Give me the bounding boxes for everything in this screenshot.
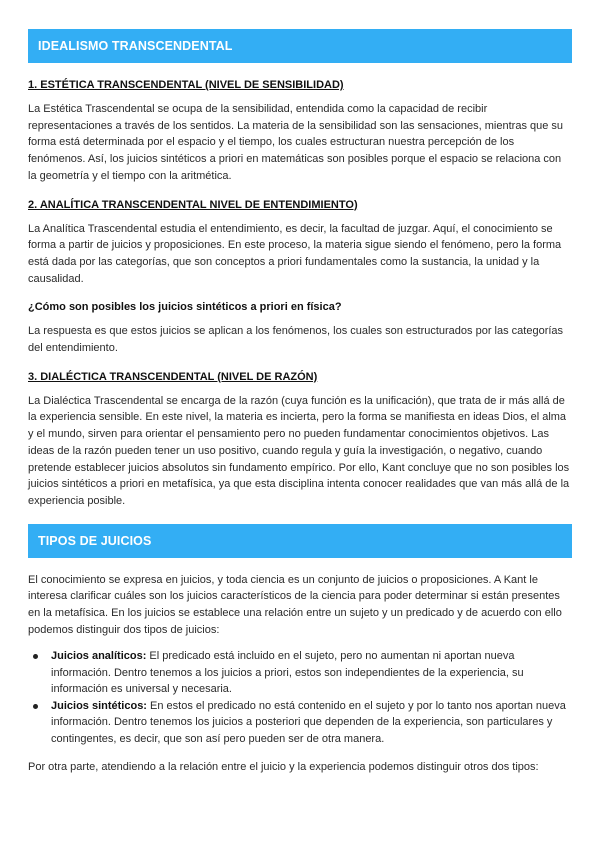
bullet-icon bbox=[33, 654, 38, 659]
section-banner-tipos: TIPOS DE JUICIOS bbox=[28, 524, 572, 558]
heading-analitica: 2. ANALÍTICA TRANSCENDENTAL NIVEL DE ENTENDIMIENTO) bbox=[28, 198, 358, 211]
heading-question-fisica: ¿Cómo son posibles los juicios sintéticos a priori en física? bbox=[28, 301, 342, 314]
list-item bbox=[28, 698, 572, 747]
list-item-term: Juicios analíticos: bbox=[51, 650, 147, 663]
juicios-list bbox=[28, 648, 572, 746]
section-banner-idealismo: IDEALISMO TRANSCENDENTAL bbox=[28, 29, 572, 63]
list-item-text: El predicado está incluido en el sujeto, pero no aumentan ni aportan nueva información. Dentro tenemos a los juicios a priori, estos son independientes de la experiencia, su información es universal y necesaria. bbox=[51, 650, 524, 696]
list-item bbox=[28, 648, 572, 697]
list-item-term: Juicios sintéticos: bbox=[51, 699, 147, 712]
paragraph-closing: Por otra parte, atendiendo a la relación entre el juicio y la experiencia podemos distinguir otros dos tipos: bbox=[28, 760, 539, 773]
bullet-icon bbox=[33, 704, 38, 709]
paragraph-tipos-intro: El conocimiento se expresa en juicios, y toda ciencia es un conjunto de juicios o proposiciones. A Kant le interesa clarificar cuáles son los juicios característicos de la ciencia para poder determinar si están presentes en la metafísica. En los juicios se establece una relación entre un sujeto y un predicado y de acuerdo con ello podemos distinguir dos tipos de juicios: bbox=[28, 573, 562, 636]
paragraph-answer-fisica: La respuesta es que estos juicios se aplican a los fenómenos, los cuales son estructurados por las categorías del entendimiento. bbox=[28, 325, 564, 355]
paragraph-analitica: La Analítica Trascendental estudia el entendimiento, es decir, la facultad de juzgar. Aquí, el conocimiento se forma a partir de juicios y proposiciones. En este proceso, la materia sigue siendo el fenómeno, pero la forma está dada por las categorías, que son conceptos a priori fundamentales como la sustancia, la unidad y la causalidad. bbox=[28, 222, 562, 285]
document-page bbox=[28, 29, 572, 776]
paragraph-estetica: La Estética Trascendental se ocupa de la sensibilidad, entendida como la capacidad de recibir representaciones a través de los sentidos. La materia de la sensibilidad son las sensaciones, mientras que su forma está determinada por el espacio y el tiempo, los cuales estructuran nuestra percepción de los fenómenos. Así, los juicios sintéticos a priori en matemáticas son posibles porque el espacio se relaciona con la geometría y el tiempo con la aritmética. bbox=[28, 103, 564, 182]
heading-estetica: 1. ESTÉTICA TRANSCENDENTAL (NIVEL DE SENSIBILIDAD) bbox=[28, 79, 344, 91]
paragraph-dialectica: La Dialéctica Trascendental se encarga de la razón (cuya función es la unificación), que trata de ir más allá de la experiencia sensible. En este nivel, la materia es incierta, pero la forma se manifiesta en ideas Dios, el alma y el mundo, sirven para orientar el pensamiento pero no pueden fundamentar conocimientos objetivos. Las ideas de la razón pueden tener un uso positivo, cuando regula y guía la investigación, o negativo, cuando pretende establecer juicios absolutos sin fundamento empírico. Por ello, Kant concluye que no son posibles los juicios sintéticos a priori en metafísica, ya que esta disciplina intenta conocer realidades que van más allá de la experiencia posible. bbox=[28, 394, 570, 507]
heading-dialectica: 3. DIALÉCTICA TRANSCENDENTAL (NIVEL DE RAZÓN) bbox=[28, 370, 318, 383]
list-item-text: En estos el predicado no está contenido en el sujeto y por lo tanto nos aportan nueva información. Dentro tenemos los juicios a posteriori que dependen de la experiencia, son particulares y contingentes, es decir, que son así pero pueden ser de otra manera. bbox=[51, 699, 566, 745]
